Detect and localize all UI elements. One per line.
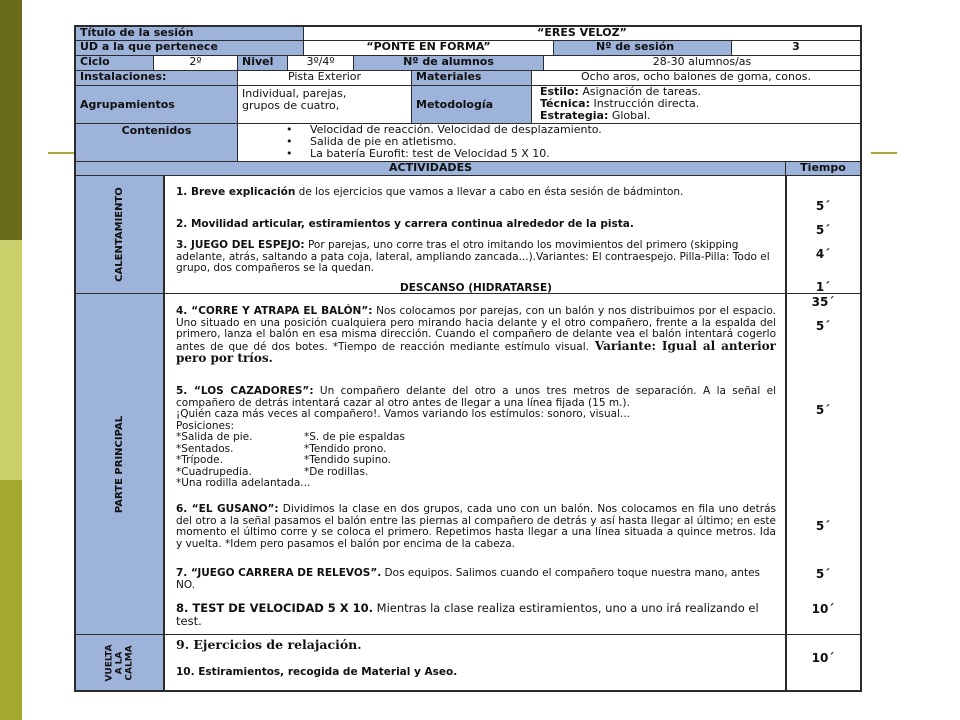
- calentamiento-section-label: [76, 176, 164, 294]
- time-3: 4´: [815, 247, 831, 261]
- principal-text: PARTE PRINCIPAL: [114, 415, 125, 513]
- tiempo-label: Tiempo: [786, 162, 860, 176]
- actividades-label: ACTIVIDADES: [76, 162, 786, 176]
- alumnos-value: 28-30 alumnos/as: [544, 56, 860, 71]
- decorative-rule-left: [48, 152, 74, 154]
- materiales-label: Materiales: [412, 71, 532, 86]
- agrupamientos-line-2: grupos de cuatro,: [242, 99, 340, 112]
- estrategia-value: Global.: [608, 109, 651, 122]
- activity-4: 4. “CORRE Y ATRAPA EL BALÓN”: Nos colocamos por parejas, con un balón y nos distribuimos por el espacio. Uno situado en una posición cualquiera pero mirando hacia delante y el otro compañero, frente a la espalda del primero, lanza el balón en esa misma dirección. Cuando el compañero de delante vea el balón intentará cogerlo antes de que dé dos botes. *Tiempo de reacción mediante estímulo visual. Variante: Igual al anterior pero por tríos.: [176, 305, 776, 365]
- tecnica-value: Instrucción directa.: [589, 97, 700, 110]
- instalaciones-value: Pista Exterior: [238, 71, 412, 86]
- principal-section-label: [76, 294, 164, 635]
- instalaciones-label: Instalaciones:: [76, 71, 238, 86]
- ud-label: UD a la que pertenece: [76, 41, 304, 56]
- nivel-label: Nivel: [238, 56, 288, 71]
- agrupamientos-row: [76, 86, 860, 124]
- titulo-label: Título de la sesión: [76, 27, 304, 41]
- time-2: 5´: [815, 223, 831, 237]
- sesion-label: Nº de sesión: [554, 41, 732, 56]
- contenidos-list: [238, 124, 860, 162]
- contenidos-row: [76, 124, 860, 162]
- decorative-bar-bottom: [0, 480, 22, 720]
- agrupamientos-label: Agrupamientos: [76, 86, 238, 124]
- ciclo-value: 2º: [154, 56, 238, 71]
- metodologia-label: Metodología: [412, 86, 532, 124]
- estilo-label: Estilo:: [540, 86, 579, 98]
- estrategia-line: [540, 110, 856, 122]
- activity-9: 9. Ejercicios de relajación.: [176, 637, 362, 652]
- activity-10: 10. Estiramientos, recogida de Material y Aseo.: [176, 666, 458, 678]
- alumnos-label: Nº de alumnos: [354, 56, 544, 71]
- activity-6: 6. “EL GUSANO”: Dividimos la clase en dos grupos, cada uno con un balón. Nos colocamos en fila uno detrás del otro a la señal pasamos el balón entre las piernas al compañero de detrás y así hasta llegar al último; en este momento el último corre y se coloca el primero. Repetimos hasta llegar a una línea situada a quince metros. Ida y vuelta. *Idem pero pasamos el balón por encima de la cabeza.: [176, 503, 776, 550]
- ud-value: “PONTE EN FORMA”: [304, 41, 554, 56]
- time-5: 5´: [815, 403, 831, 417]
- titulo-value: “ERES VELOZ”: [304, 27, 860, 41]
- ud-row: [76, 41, 860, 56]
- activity-3: 3. JUEGO DEL ESPEJO: Por parejas, uno corre tras el otro imitando los movimientos del primero (skipping adelante, atrás, saltando a pata coja, lateral, ampliando zancada...).Variantes: El contraespejo. Pilla-Pilla: Todo el grupo, dos compañeros se la quedan.: [176, 239, 770, 274]
- contenido-item: • Salida de pie en atletismo.: [286, 135, 457, 148]
- nivel-value: 3º/4º: [288, 56, 354, 71]
- time-principal-total: 35´: [811, 295, 835, 309]
- activity-1: 1. Breve explicación de los ejercicios que vamos a llevar a cabo en ésta sesión de bádminton.: [176, 186, 684, 198]
- time-1: 5´: [815, 199, 831, 213]
- activity-5: 5. “LOS CAZADORES”: Un compañero delante del otro a unos tres metros de separación. A la señal el compañero de detrás intentará cazar al otro antes de llegar a una línea fijada (15 m.). ¡Quién caza más veces al compañero!. Vamos variando los estímulos: sonoro, visual... Posiciones: *Salida de pie. *S. de pie espaldas *Sentados. *Tendido prono. *Trípode. *Tendido supino. *Cuadrupedia. *De rodillas. *Una rodilla adelantada...: [176, 385, 776, 489]
- vuelta-text: VUELTA A LA CALMA: [104, 643, 135, 682]
- decorative-bar-top: [0, 0, 22, 240]
- contenido-item: • Velocidad de reacción. Velocidad de desplazamiento.: [286, 124, 602, 136]
- instalaciones-row: [76, 71, 860, 86]
- estilo-value: Asignación de tareas.: [578, 86, 701, 98]
- materiales-value: Ocho aros, ocho balones de goma, conos.: [532, 71, 860, 86]
- ciclo-row: [76, 56, 860, 71]
- sesion-value: 3: [732, 41, 860, 56]
- vuelta-section-label: [76, 635, 164, 690]
- ciclo-label: Ciclo: [76, 56, 154, 71]
- time-descanso: 1´: [815, 280, 831, 294]
- title-row: [76, 27, 860, 41]
- descanso-label: DESCANSO (HIDRATARSE): [400, 282, 552, 294]
- session-plan-document: [74, 25, 862, 692]
- decorative-rule-right: [871, 152, 897, 154]
- time-7: 5´: [815, 567, 831, 581]
- time-cell-principal: [786, 294, 860, 635]
- agrupamientos-line-1: Individual, parejas,: [242, 87, 347, 100]
- activity-7: 7. “JUEGO CARRERA DE RELEVOS”. Dos equipos. Salimos cuando el compañero toque nuestra mano, antes NO.: [176, 567, 761, 591]
- time-6: 5´: [815, 519, 831, 533]
- contenido-item: • La batería Eurofit: test de Velocidad 5 X 10.: [286, 147, 550, 160]
- decorative-bar-middle: [0, 240, 22, 480]
- actividades-header-row: [76, 162, 860, 176]
- time-4: 5´: [815, 319, 831, 333]
- time-vuelta: 10´: [811, 651, 835, 665]
- contenidos-label: Contenidos: [76, 124, 238, 162]
- activity-8: 8. TEST DE VELOCIDAD 5 X 10. Mientras la clase realiza estiramientos, uno a uno irá realizando el test.: [176, 601, 759, 628]
- estrategia-label: Estrategia:: [540, 109, 609, 122]
- metodologia-value: [532, 86, 860, 124]
- tecnica-label: Técnica:: [540, 97, 590, 110]
- time-8: 10´: [811, 602, 835, 616]
- calentamiento-text: CALENTAMIENTO: [114, 187, 126, 282]
- agrupamientos-value: [238, 86, 412, 124]
- activity-2: 2. Movilidad articular, estiramientos y carrera continua alrededor de la pista.: [176, 218, 634, 230]
